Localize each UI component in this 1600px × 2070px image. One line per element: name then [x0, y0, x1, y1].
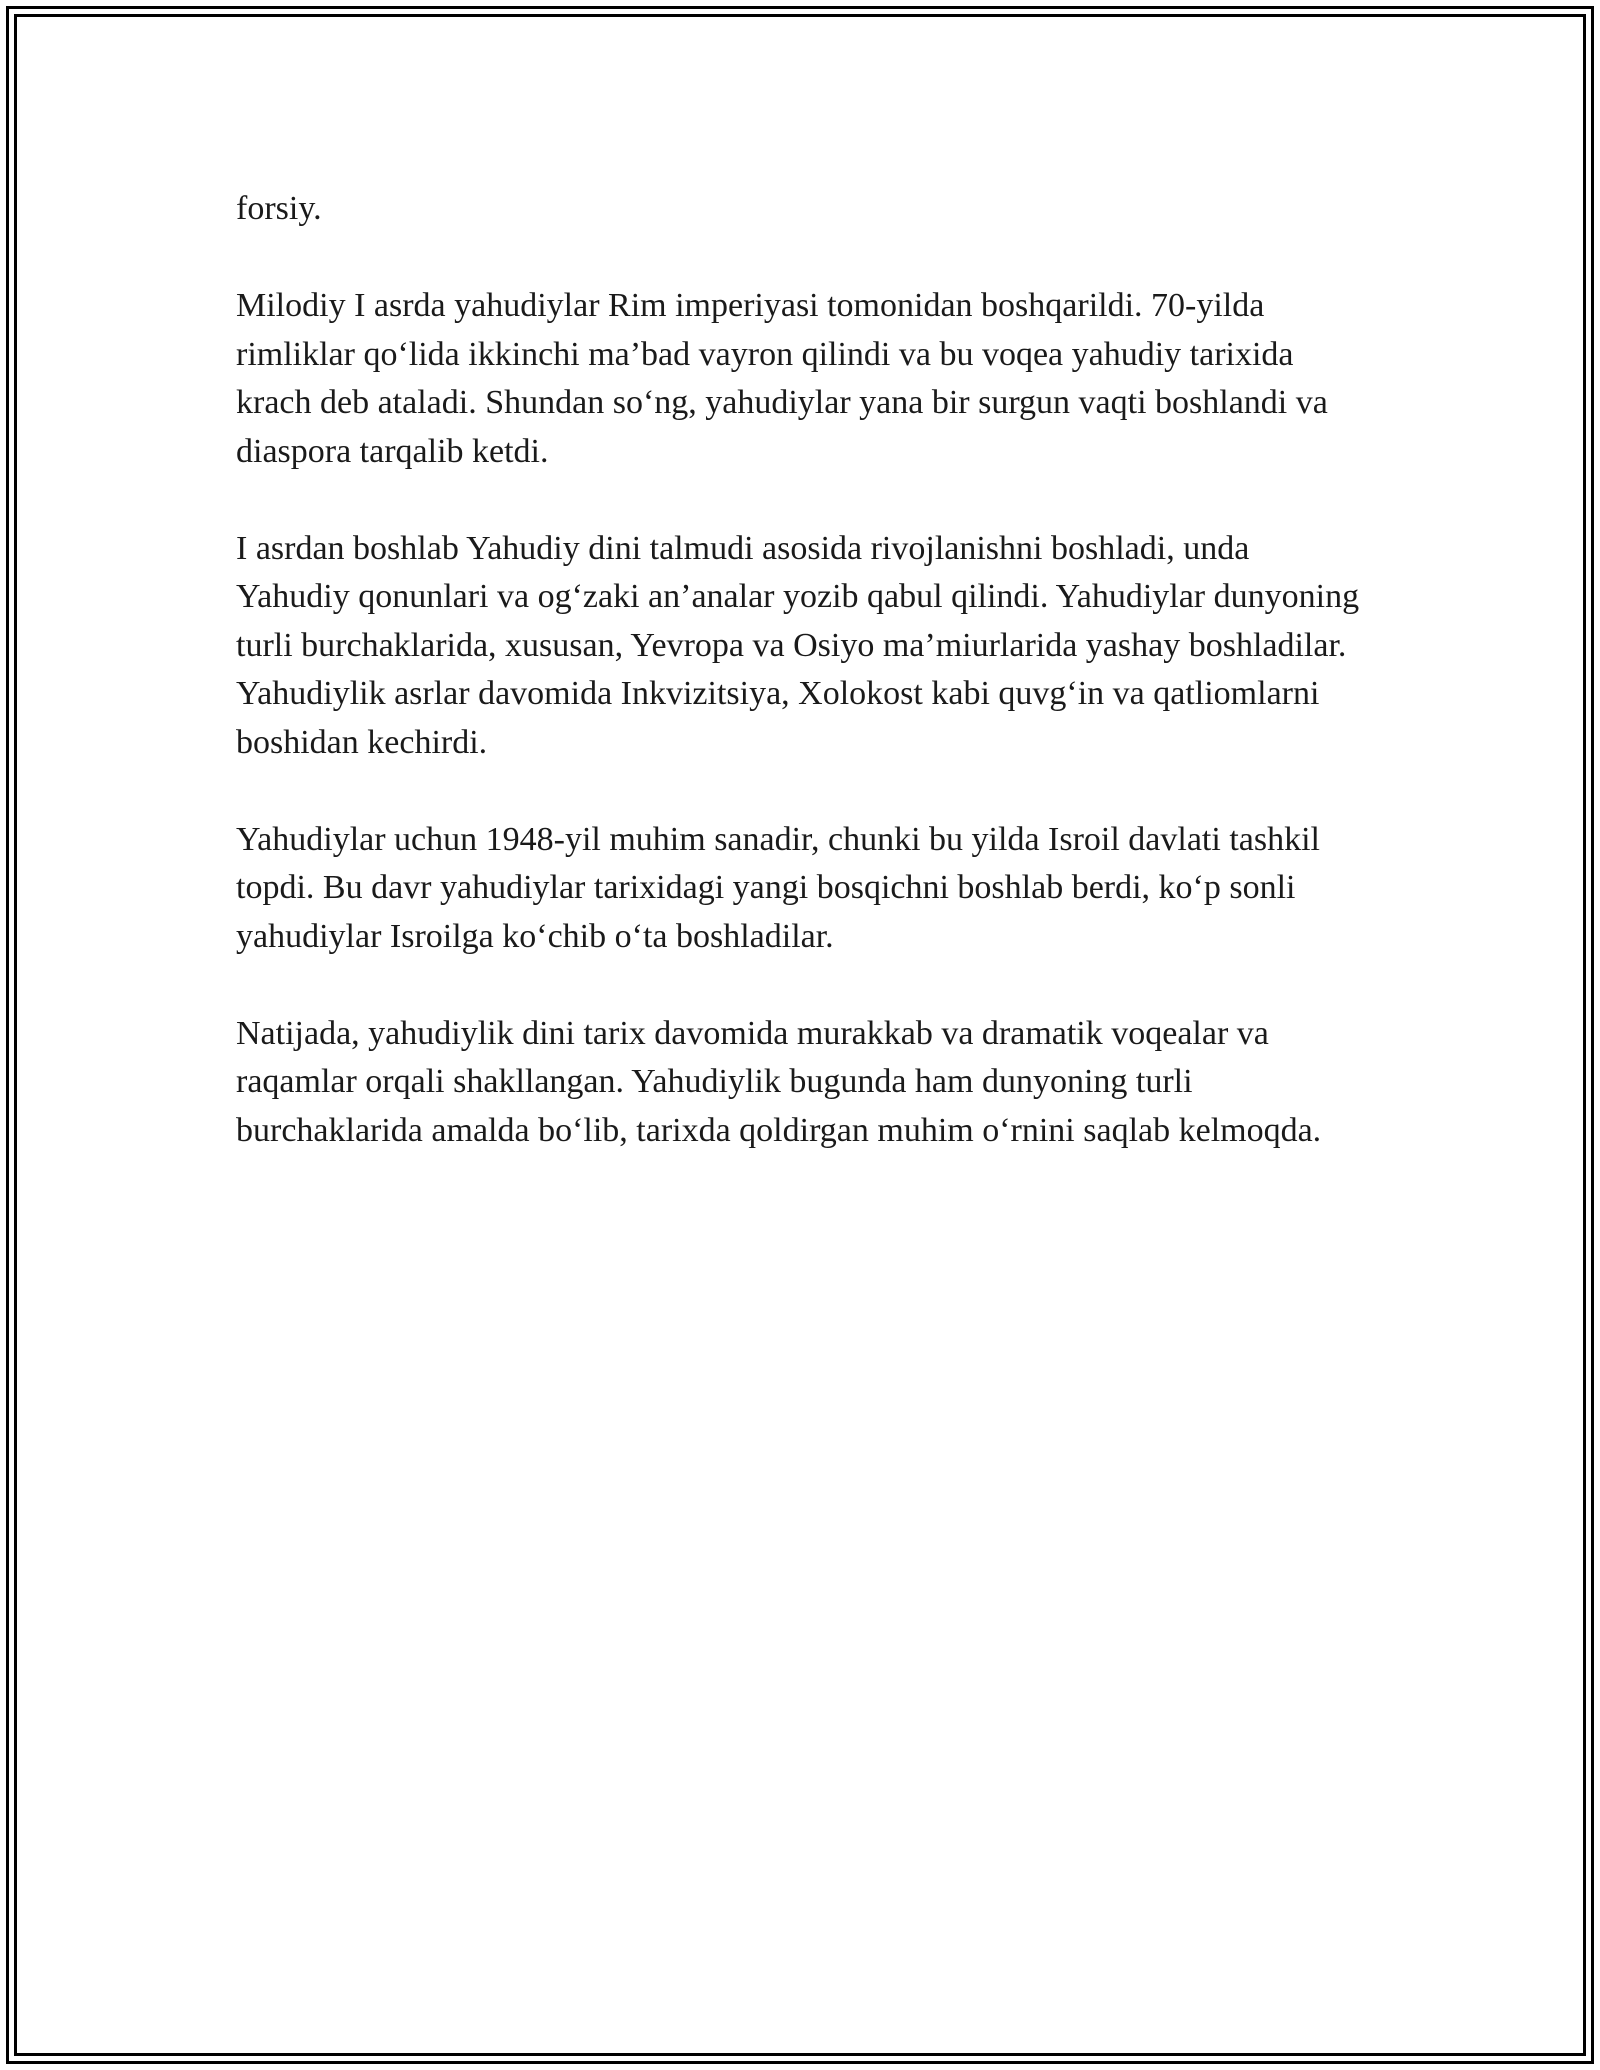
paragraph-2: Milodiy I asrda yahudiylar Rim imperiyasi tomonidan boshqarildi. 70-yilda rimliklar qo‘lida ikkinchi ma’bad vayron qilindi va bu voqea yahudiy tarixida krach deb ataladi. Shundan so‘ng, yahudiylar yana bir surgun vaqti boshlandi va diaspora tarqalib ketdi. [236, 287, 1328, 470]
paragraph-1: forsiy. [236, 190, 322, 227]
document-body [236, 185, 1366, 1204]
paragraph-5: Natijada, yahudiylik dini tarix davomida murakkab va dramatik voqealar va raqamlar orqali shakllangan. Yahudiylik bugunda ham dunyoning turli burchaklarida amalda bo‘lib, tarixda qoldirgan muhim o‘rnini saqlab kelmoqda. [236, 1014, 1322, 1149]
paragraph-3: I asrdan boshlab Yahudiy dini talmudi asosida rivojlanishni boshladi, unda Yahudiy qonunlari va og‘zaki an’analar yozib qabul qilindi. Yahudiylar dunyoning turli burchaklarida, xususan, Yevropa va Osiyo ma’miurlarida yashay boshladilar. Yahudiylik asrlar davomida Inkvizitsiya, Xolokost kabi quvg‘in va qatliomlarni boshidan kechirdi. [236, 529, 1360, 761]
paragraph-4: Yahudiylar uchun 1948-yil muhim sanadir, chunki bu yilda Isroil davlati tashkil topdi. Bu davr yahudiylar tarixidagi yangi bosqichni boshlab berdi, ko‘p sonli yahudiylar Isroilga ko‘chib o‘ta boshladilar. [236, 820, 1320, 955]
